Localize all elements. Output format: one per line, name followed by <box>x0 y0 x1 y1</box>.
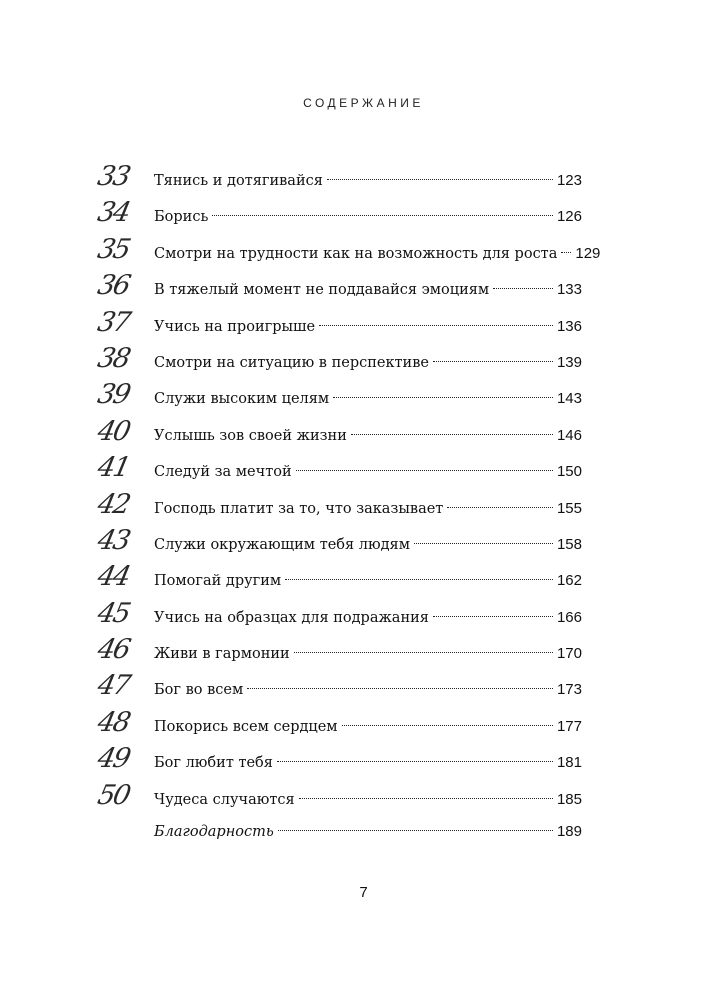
page-reference: 155 <box>556 499 582 517</box>
toc-entry[interactable] <box>94 232 601 268</box>
page-reference: 189 <box>556 823 582 841</box>
toc-entry[interactable] <box>94 523 582 559</box>
chapter-title: Следуй за мечтой <box>154 464 292 481</box>
chapter-title: Живи в гармонии <box>154 646 290 663</box>
page-reference: 133 <box>556 281 582 299</box>
chapter-title: Смотри на трудности как на возможность для роста <box>154 245 558 262</box>
chapter-title: В тяжелый момент не поддавайся эмоциям <box>154 282 490 299</box>
page-reference: 143 <box>556 390 582 408</box>
dot-leader <box>333 397 553 398</box>
page-reference: 126 <box>556 208 582 226</box>
toc-entry[interactable] <box>94 341 582 377</box>
dot-leader <box>277 761 553 762</box>
dot-leader <box>299 798 553 799</box>
page-reference: 166 <box>556 608 582 626</box>
toc-entry[interactable] <box>94 450 582 486</box>
chapter-title: Учись на проигрыше <box>154 318 316 335</box>
chapter-number: 46 <box>94 634 132 666</box>
page-reference: 162 <box>556 572 582 590</box>
chapter-number: 43 <box>94 524 132 556</box>
chapter-number: 49 <box>94 743 132 775</box>
dot-leader <box>561 252 571 253</box>
dot-leader <box>294 652 553 653</box>
dot-leader <box>433 616 553 617</box>
dot-leader <box>327 179 553 180</box>
chapter-title: Чудеса случаются <box>154 791 295 808</box>
page-reference: 158 <box>556 535 582 553</box>
page-number: 7 <box>359 884 368 901</box>
chapter-number: 41 <box>94 452 132 484</box>
chapter-number: 42 <box>94 488 132 520</box>
chapter-title: Борись <box>154 209 209 226</box>
page-reference: 129 <box>575 244 601 262</box>
chapter-number: 47 <box>94 670 132 702</box>
chapter-title: Бог любит тебя <box>154 755 273 772</box>
toc-entry[interactable] <box>94 668 582 704</box>
chapter-title: Господь платит за то, что заказывает <box>154 500 444 517</box>
toc-entry[interactable] <box>94 596 582 632</box>
toc-entry[interactable] <box>98 814 582 850</box>
dot-leader <box>212 215 553 216</box>
page-reference: 150 <box>556 463 582 481</box>
chapter-title: Смотри на ситуацию в перспективе <box>154 354 429 371</box>
chapter-title: Покорись всем сердцем <box>154 718 338 735</box>
chapter-number: 34 <box>94 197 132 229</box>
page-reference: 136 <box>556 317 582 335</box>
chapter-title: Учись на образцах для подражания <box>154 609 429 626</box>
toc-entry[interactable] <box>94 414 582 450</box>
toc-entry[interactable] <box>94 632 582 668</box>
toc-entry[interactable] <box>94 305 582 341</box>
page-reference: 123 <box>556 172 582 189</box>
toc-entry[interactable] <box>94 705 582 741</box>
chapter-title: Услышь зов своей жизни <box>154 427 347 444</box>
chapter-title: Служи высоким целям <box>154 391 330 408</box>
chapter-number: 38 <box>94 342 132 374</box>
dot-leader <box>351 434 553 435</box>
toc-entry[interactable] <box>94 487 582 523</box>
chapter-number: 36 <box>94 270 132 302</box>
chapter-title: Служи окружающим тебя людям <box>154 536 410 553</box>
table-of-contents <box>94 159 601 850</box>
dot-leader <box>285 579 553 580</box>
chapter-number: 37 <box>94 306 132 338</box>
chapter-number: 39 <box>94 379 132 411</box>
toc-entry[interactable] <box>94 741 582 777</box>
page-reference: 170 <box>556 645 582 663</box>
chapter-title: Бог во всем <box>154 682 244 699</box>
chapter-title: Тянись и дотягивайся <box>154 173 323 189</box>
chapter-number: 44 <box>94 561 132 593</box>
chapter-number: 35 <box>94 233 132 265</box>
dot-leader <box>447 507 553 508</box>
chapter-title: Благодарность <box>154 824 274 841</box>
toc-entry[interactable] <box>94 268 582 304</box>
toc-entry[interactable] <box>94 159 582 195</box>
dot-leader <box>296 470 553 471</box>
toc-entry[interactable] <box>94 559 582 595</box>
chapter-number: 40 <box>94 415 132 447</box>
dot-leader <box>414 543 553 544</box>
toc-entry[interactable] <box>94 195 582 231</box>
dot-leader <box>493 288 553 289</box>
dot-leader <box>278 830 553 831</box>
page-reference: 177 <box>556 717 582 735</box>
toc-entry[interactable] <box>94 778 582 814</box>
chapter-title: Помогай другим <box>154 573 282 590</box>
contents-heading: СОДЕРЖАНИЕ <box>303 96 424 110</box>
chapter-number: 45 <box>94 597 132 629</box>
dot-leader <box>247 688 553 689</box>
dot-leader <box>319 325 553 326</box>
chapter-number: 50 <box>94 779 132 811</box>
toc-entry[interactable] <box>94 377 582 413</box>
page-reference: 146 <box>556 426 582 444</box>
page-reference: 185 <box>556 790 582 808</box>
dot-leader <box>342 725 553 726</box>
chapter-number: 33 <box>94 161 132 192</box>
page-reference: 181 <box>556 754 582 772</box>
dot-leader <box>433 361 553 362</box>
page-reference: 139 <box>556 353 582 371</box>
page-reference: 173 <box>556 681 582 699</box>
chapter-number: 48 <box>94 706 132 738</box>
